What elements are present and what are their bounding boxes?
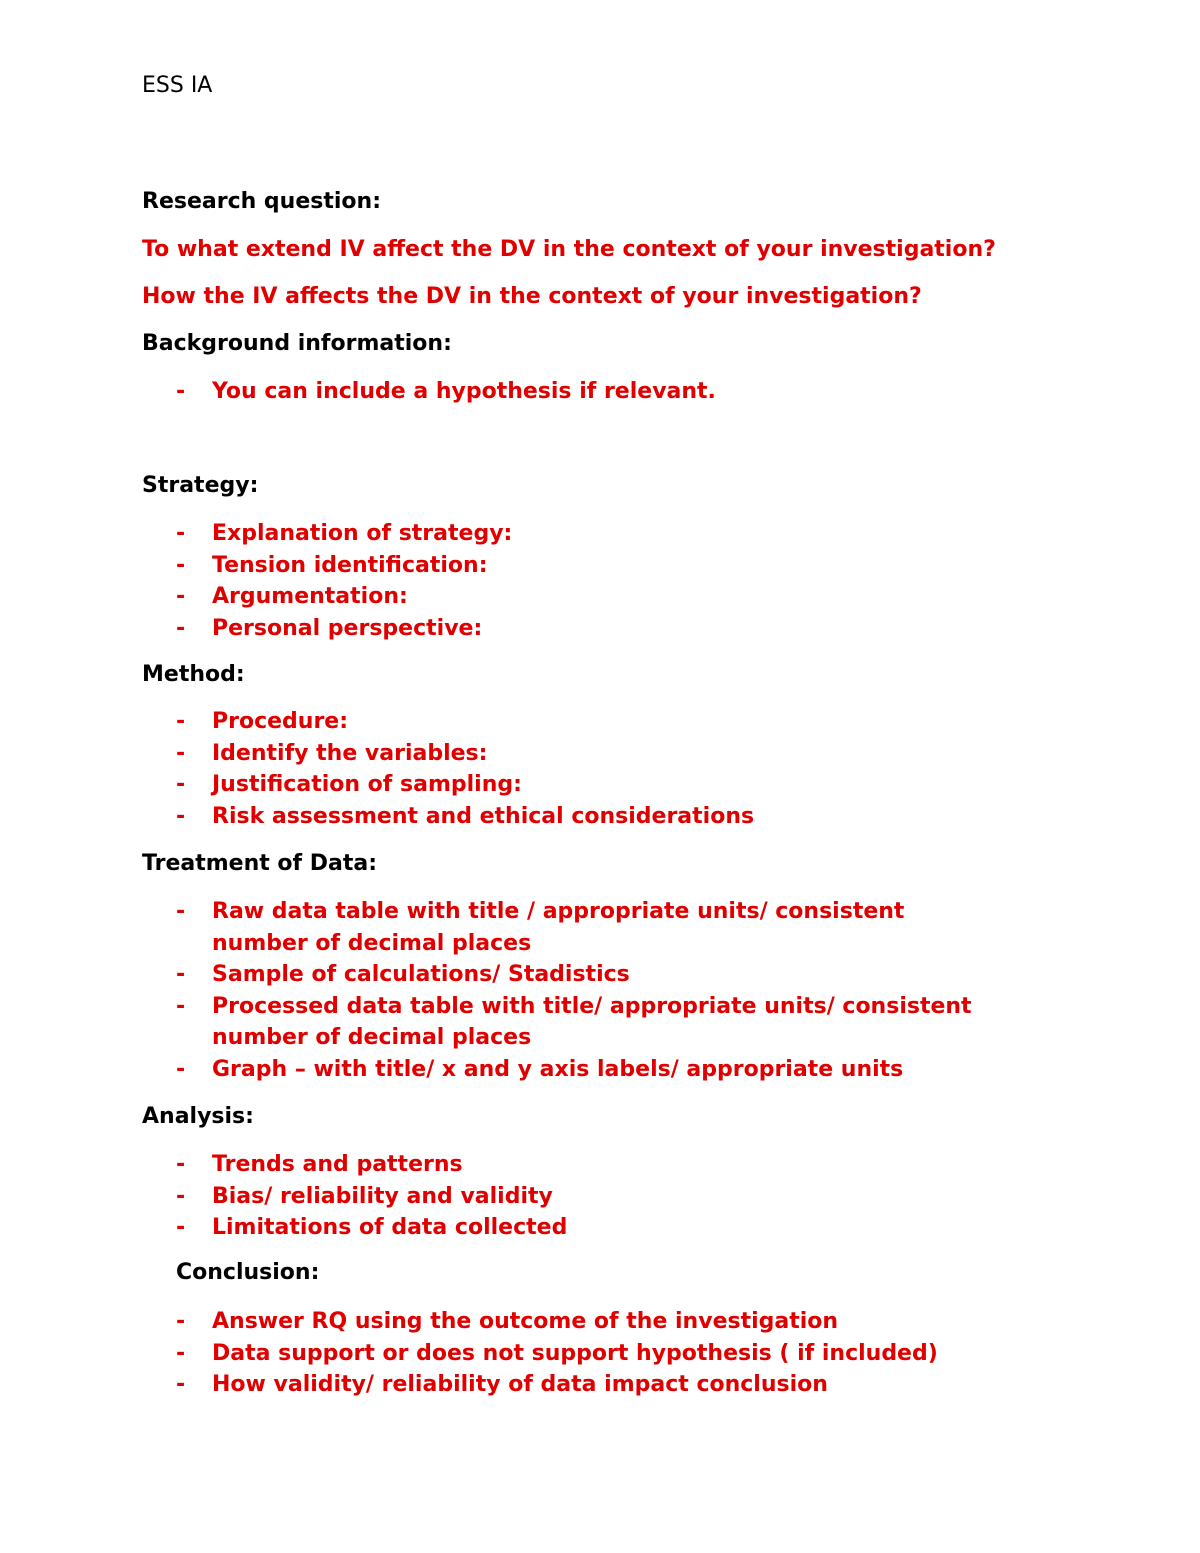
background-list — [0, 376, 716, 408]
dash-marker: - — [176, 1152, 186, 1177]
treatment-heading: Treatment of Data: — [142, 851, 378, 876]
list-item: - Limitations of data collected — [0, 1212, 567, 1244]
list-item: - How validity/ reliability of data impact conclusion — [0, 1369, 938, 1401]
list-item: - You can include a hypothesis if relevant. — [0, 376, 716, 408]
list-item: - Identify the variables: — [0, 738, 754, 770]
research-question-line-1: To what extend IV affect the DV in the context of your investigation? — [142, 237, 996, 262]
research-question-heading: Research question: — [142, 189, 381, 214]
list-item: - Processed data table with title/ appropriate units/ consistent number of decimal places — [0, 991, 972, 1054]
list-item: - Sample of calculations/ Stadistics — [0, 959, 972, 991]
treatment-list — [0, 896, 972, 1085]
dash-marker: - — [176, 1183, 186, 1209]
dash-marker: - — [176, 1340, 186, 1366]
list-item: - Argumentation: — [0, 581, 512, 613]
analysis-heading: Analysis: — [142, 1104, 254, 1129]
dash-marker: - — [176, 1309, 186, 1334]
method-list — [0, 706, 754, 832]
conclusion-heading: Conclusion: — [176, 1260, 320, 1285]
dash-marker: - — [176, 899, 186, 924]
list-item: - Answer RQ using the outcome of the investigation — [0, 1306, 938, 1338]
dash-marker: - — [176, 962, 186, 987]
dash-marker: - — [176, 552, 186, 578]
analysis-list — [0, 1149, 567, 1244]
list-item: - Data support or does not support hypothesis ( if included) — [0, 1338, 938, 1370]
background-heading: Background information: — [142, 331, 452, 356]
list-item: - Procedure: — [0, 706, 754, 738]
list-item: - Bias/ reliability and validity — [0, 1181, 567, 1213]
list-item: - Graph – with title/ x and y axis labels/ appropriate units — [0, 1054, 972, 1086]
method-heading: Method: — [142, 662, 245, 687]
list-item: - Risk assessment and ethical considerations — [0, 801, 754, 833]
dash-marker: - — [176, 740, 186, 766]
dash-marker: - — [176, 993, 186, 1019]
research-question-line-2: How the IV affects the DV in the context of your investigation? — [142, 284, 922, 309]
list-item: - Explanation of strategy: — [0, 518, 512, 550]
dash-marker: - — [176, 1215, 186, 1240]
conclusion-list — [0, 1306, 938, 1401]
list-item: - Personal perspective: — [0, 613, 512, 645]
strategy-heading: Strategy: — [142, 473, 259, 498]
dash-marker: - — [176, 521, 186, 546]
dash-marker: - — [176, 379, 186, 404]
dash-marker: - — [176, 1056, 186, 1082]
list-item: - Raw data table with title / appropriate units/ consistent number of decimal places — [0, 896, 972, 959]
document-title: ESS IA — [142, 73, 213, 98]
list-item: - Tension identification: — [0, 550, 512, 582]
list-item: - Justification of sampling: — [0, 769, 754, 801]
dash-marker: - — [176, 803, 186, 829]
dash-marker: - — [176, 772, 186, 797]
dash-marker: - — [176, 1372, 186, 1397]
dash-marker: - — [176, 709, 186, 734]
strategy-list — [0, 518, 512, 644]
dash-marker: - — [176, 615, 186, 641]
dash-marker: - — [176, 584, 186, 609]
list-item: - Trends and patterns — [0, 1149, 567, 1181]
